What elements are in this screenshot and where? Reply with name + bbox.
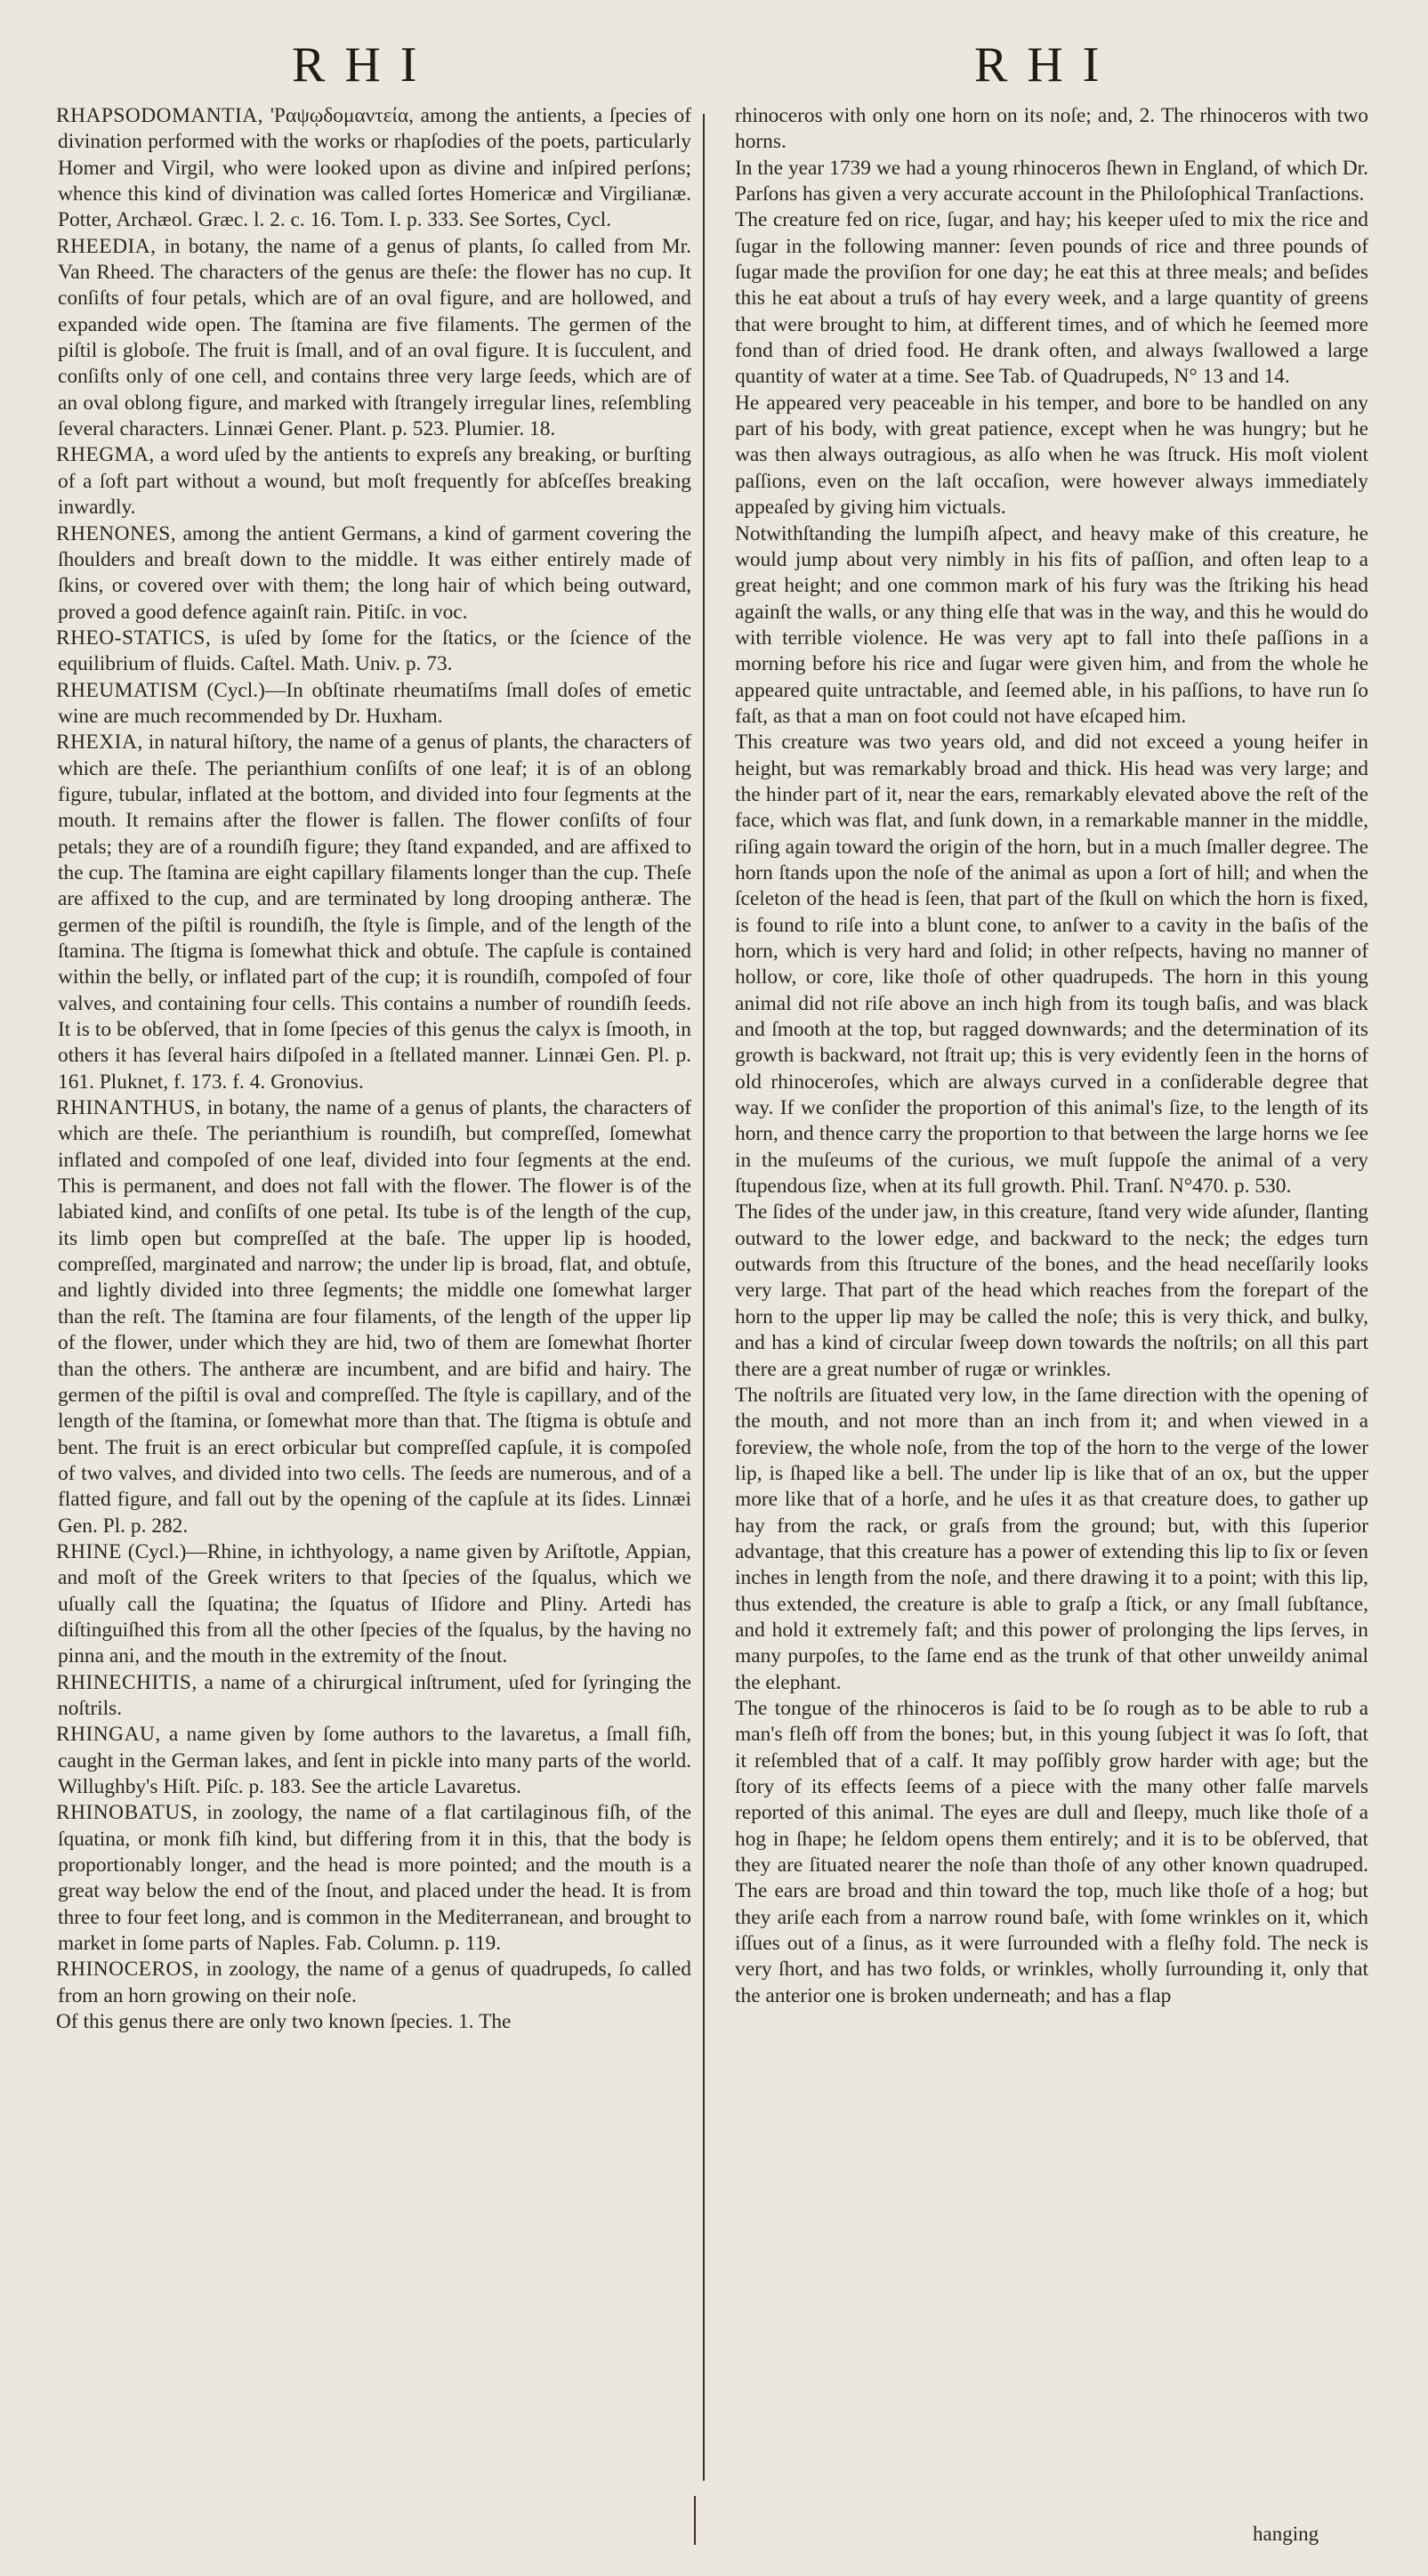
entry-rhegma [58, 442, 691, 521]
entry-text: among the antient Germans, a kind of garment covering the ſhoulders and breaſt down to the middle. It was either entirely made of ſkins, or covered over with them; the long hair of which being outward, proved a good defence againſt rain. Pitiſc. in voc. [58, 521, 691, 624]
catchword: hanging [1253, 2523, 1319, 2545]
entry-text: 'Ραψῳδομαντεία, among the antients, a ſpecies of divination performed with the works or rhapſodies of the poets, particularly Homer and Virgil, who were looked upon as divine and inſpired perſons; whence this kind of divination was called ſortes Homericæ and Virgilianæ. Potter, Archæol. Græc. l. 2. c. 16. Tom. I. p. 333. See Sortes, Cycl. [58, 104, 691, 232]
headword: RHINECHITIS, [56, 1670, 198, 1694]
entry-rheedia [58, 234, 691, 443]
paragraph: He appeared very peaceable in his temper, and bore to be handled on any part of his body, with great patience, except when he was hungry; but he was then always outragious, as alſo when he was ſtruck. His moſt violent paſſions, even on the laſt occaſion, were however always immediately appeaſed by giving him victuals. [735, 391, 1368, 520]
headword: RHEGMA, [56, 443, 155, 467]
entry-text: in botany, the name of a genus of plants, the characters of which are theſe. The perianthium is roundiſh, but compreſſed, ſomewhat inflated and compoſed of one leaf, divided into four ſegments at the end. This is permanent, and does not fall with the flower. The flower is of the labiated kind, and conſiſts of one petal. Its tube is of the length of the cup, its limb open but compreſſed at the baſe. The upper lip is hooded, compreſſed, marginated and narrow; the under lip is broad, flat, and obtuſe, and lightly divided into three ſegments; the middle one ſomewhat larger than the reſt. The ſtamina are four filaments, of the length of the upper lip of the flower, under which they are hid, two of them are ſomewhat ſhorter than the others. The antheræ are incumbent, and are bifid and hairy. The germen of the piſtil is oval and compreſſed. The ſtyle is capillary, and of the length of the ſtamina, or ſomewhat more than that. The ſtigma is obtuſe and bent. The fruit is an erect orbicular but compreſſed capſule, it is compoſed of two valves, and divided into two cells. The ſeeds are numerous, and of a flatted figure, and fall out by the opening of the capſule at its ſides. Linnæi Gen. Pl. p. 282. [58, 1096, 691, 1538]
running-head-right: RHI [974, 37, 1119, 93]
headword: RHINANTHUS, [56, 1096, 202, 1120]
paragraph: In the year 1739 we had a young rhinoceros ſhewn in England, of which Dr. Parſons has given a very accurate account in the Philoſophical Tranſactions. [735, 156, 1368, 206]
headword: RHENONES, [56, 521, 177, 545]
entry-rhinechitis [58, 1670, 691, 1723]
paragraph: rhinoceros with only one horn on its noſe; and, 2. The rhinoceros with two horns. [735, 104, 1368, 154]
paragraph: The tongue of the rhinoceros is ſaid to be ſo rough as to be able to rub a man's fleſh off from the bones; but, in this young ſubject it was ſo ſoft, that it reſembled that of a calf. It may poſſibly grow harder with age; but the ſtory of its effects ſeems of a piece with the many other falſe marvels reported of this animal. The eyes are dull and ſleepy, much like thoſe of a hog in ſhape; he ſeldom opens them entirely; and it is to be obſerved, that they are ſituated nearer the noſe than thoſe of any other known quadruped. The ears are broad and thin toward the top, much like thoſe of a hog; but they ariſe each from a narrow round baſe, with ſome wrinkles on it, which iſſues out of a ſinus, as it were ſurrounded with a fleſhy fold. The neck is very ſhort, and has two folds, or wrinkles, wholly ſurrounding it, only that the anterior one is broken underneath; and has a flap [735, 1696, 1368, 2007]
entry-text: (Cycl.)—Rhine, in ichthyology, a name given by Ariſtotle, Appian, and moſt of the Greek writers to that ſpecies of the ſqualus, which we uſually call the ſquatina; the ſquatus of Iſidore and Pliny. Artedi has diſtinguiſhed this from all the other ſpecies of the ſqualus, by the having no pinna ani, and the mouth in the extremity of the ſnout. [58, 1539, 691, 1668]
entry-rheo-statics [58, 626, 691, 678]
entry-text: in natural hiſtory, the name of a genus of plants, the characters of which are theſe. The perianthium conſiſts of one leaf; it is of an oblong figure, tubular, inflated at the bottom, and divided into four ſegments at the mouth. It remains after the flower is fallen. The flower conſiſts of four petals; they are of a roundiſh figure; they ſtand expanded, and are affixed to the cup. The ſtamina are eight capillary filaments longer than the cup. Theſe are affixed to the cup, and are terminated by long drooping antheræ. The germen of the piſtil is roundiſh, the ſtyle is ſimple, and of the length of the ſtamina. The ſtigma is ſomewhat thick and obtuſe. The capſule is contained within the belly, or inflated part of the cup; it is roundiſh, compoſed of four valves, and containing four cells. This contains a number of roundiſh ſeeds. It is to be obſerved, that in ſome ſpecies of this genus the calyx is ſmooth, in others it has ſeveral hairs diſpoſed in a ſtellated manner. Linnæi Gen. Pl. p. 161. Pluknet, f. 173. f. 4. Gronovius. [58, 731, 691, 1094]
right-column [735, 103, 1368, 2009]
column-rule [703, 114, 705, 2481]
running-head-left: RHI [292, 37, 437, 93]
headword: RHEUMATISM [56, 678, 198, 702]
entry-rhinoceros-species [58, 2009, 691, 2035]
entry-text: a name of a chirurgical inſtrument, uſed for ſyringing the noſtrils. [58, 1670, 691, 1720]
entry-rhinobatus [58, 1800, 691, 1957]
headword: RHEEDIA, [56, 234, 157, 258]
paragraph: Notwithſtanding the lumpiſh aſpect, and heavy make of this creature, he would jump about very nimbly in his fits of paſſion, and often leap to a great height; and one common mark of his fury was the ſtriking his head againſt the walls, or any thing elſe that was in the way, and this he would do with terrible violence. He was very apt to fall into theſe paſſions in a morning before his rice and ſugar were given him, and from the whole he appeared quite untractable, and ſeemed able, in his paſſions, to have run ſo faſt, as that a man on foot could not have eſcaped him. [735, 521, 1368, 728]
headword: RHINOCEROS, [56, 1958, 199, 1982]
headword: RHINGAU, [56, 1723, 161, 1747]
entry-rhinanthus [58, 1095, 691, 1539]
headword: RHAPSODOMANTIA, [56, 104, 263, 127]
paragraph: This creature was two years old, and did not exceed a young heifer in height, but was remarkably broad and thick. His head was very large; and the hinder part of it, near the ears, remarkably elevated above the reſt of the face, which was flat, and ſunk down, in a remarkable manner in the middle, riſing again toward the origin of the horn, but in a much ſmaller degree. The horn ſtands upon the noſe of the animal as upon a ſort of hill; and when the ſceleton of the head is ſeen, that part of the ſkull on which the horn is fixed, is found to riſe into a blunt cone, to anſwer to a cavity in the baſis of the horn, which is very hard and ſolid; in other reſpects, having no manner of hollow, or core, like thoſe of other quadrupeds. The horn in this young animal did not riſe above an inch high from its tough baſis, and was black and ſmooth at the top, but ragged downwards; and the determination of its growth is backward, not ſtrait up; this is very evidently ſeen in the horns of old rhinoceroſes, which are always curved in a conſiderable degree that way. If we conſider the proportion of this animal's ſize, to the length of its horn, and thence carry the proportion to that between the large horns we ſee in the muſeums of the curious, we muſt ſuppoſe the animal of a very ſtupendous ſize, when at its full growth. Phil. Tranſ. N°470. p. 530. [735, 731, 1368, 1199]
left-column [58, 103, 691, 2035]
entry-rhenones [58, 521, 691, 626]
entry-rhapsodomantia [58, 103, 691, 234]
entry-rhine [58, 1539, 691, 1670]
entry-rheumatism [58, 678, 691, 731]
entry-rhingau [58, 1722, 691, 1800]
paragraph: The creature fed on rice, ſugar, and hay; his keeper uſed to mix the rice and ſugar in the following manner: ſeven pounds of rice and three pounds of ſugar made the proviſion for one day; he eat this at three meals; and beſides this he eat about a truſs of hay every week, and a large quantity of greens that were brought to him, at different times, and of which he ſeemed more fond than of dried food. He drank often, and always ſwallowed a large quantity of water at a time. See Tab. of Quadrupeds, N° 13 and 14. [735, 208, 1368, 389]
entry-text: Of this genus there are only two known ſpecies. 1. The [56, 2010, 512, 2034]
paragraph: The noſtrils are ſituated very low, in the ſame direction with the opening of the mouth, and not more than an inch from it; and when viewed in a foreview, the whole noſe, from the top of the horn to the verge of the lower lip, is ſhaped like a bell. The under lip is like that of an ox, but the upper more like that of a horſe, and he uſes it as that creature does, to gather up hay from the rack, or graſs from the ground; but, with this ſuperior advantage, that this creature has a power of extending this lip to ſix or ſeven inches in length from the noſe, and there drawing it to a point; with this lip, thus extended, the creature is able to graſp a ſtick, or any ſmall ſubſtance, and hold it extremely faſt; and this power of prolonging the lips ſerves, in many purpoſes, to the ſame end as the trunk of that other unweildy animal the elephant. [735, 1383, 1368, 1694]
headword: RHINE [56, 1539, 122, 1563]
paragraph: The ſides of the under jaw, in this creature, ſtand very wide aſunder, ſlanting outward to the lower edge, and backward to the neck; the edges turn outwards from this ſtructure of the bones, and the head neceſſarily looks very large. That part of the head which reaches from the forepart of the horn to the upper lip may be called the noſe; this is very thick, and bulky, and has a kind of circular ſweep down towards the noſtrils; on all this part there are a great number of rugæ or wrinkles. [735, 1200, 1368, 1381]
entry-text: in botany, the name of a genus of plants, ſo called from Mr. Van Rheed. The characters of the genus are theſe: the flower has no cup. It conſiſts of four petals, which are of an oval figure, and are hollowed, and expanded wide open. The ſtamina are five filaments. The germen of the piſtil is globoſe. The fruit is ſmall, and of an oval figure. It is ſucculent, and conſiſts only of one cell, and contains three very large ſeeds, which are of an oval oblong figure, and marked with ſtrangely irregular lines, reſembling ſeveral characters. Linnæi Gener. Plant. p. 523. Plumier. 18. [58, 234, 691, 441]
entry-text: (Cycl.)—In obſtinate rheumatiſms ſmall doſes of emetic wine are much recommended by Dr. Huxham. [58, 678, 691, 728]
entry-text: a name given by ſome authors to the lavaretus, a ſmall fiſh, caught in the German lakes, and ſent in pickle into many parts of the world. Willughby's Hiſt. Piſc. p. 183. See the article Lavaretus. [58, 1723, 691, 1798]
entry-text: in zoology, the name of a genus of quadrupeds, ſo called from an horn growing on their noſe. [58, 1958, 691, 2007]
headword: RHINOBATUS, [56, 1801, 198, 1825]
entry-rhexia [58, 730, 691, 1095]
entry-rhinoceros [58, 1957, 691, 2009]
headword: RHEO-STATICS, [56, 626, 212, 650]
entry-text: is uſed by ſome for the ſtatics, or the ſcience of the equilibrium of fluids. Caſtel. Math. Univ. p. 73. [58, 626, 691, 676]
entry-text: a word uſed by the antients to expreſs any breaking, or burſting of a ſoft part without a wound, but moſt frequently for abſceſſes breaking inwardly. [58, 443, 691, 520]
entry-text: in zoology, the name of a flat cartilaginous fiſh, of the ſquatina, or monk fiſh kind, but differing from it in this, that the body is proportionably longer, and the head is more pointed; and the mouth is a great way below the end of the ſnout, and placed under the head. It is from three to four feet long, and is common in the Mediterranean, and brought to market in ſome parts of Naples. Fab. Column. p. 119. [58, 1801, 691, 1956]
headword: RHEXIA, [56, 731, 143, 755]
column-rule-tail [694, 2496, 696, 2545]
